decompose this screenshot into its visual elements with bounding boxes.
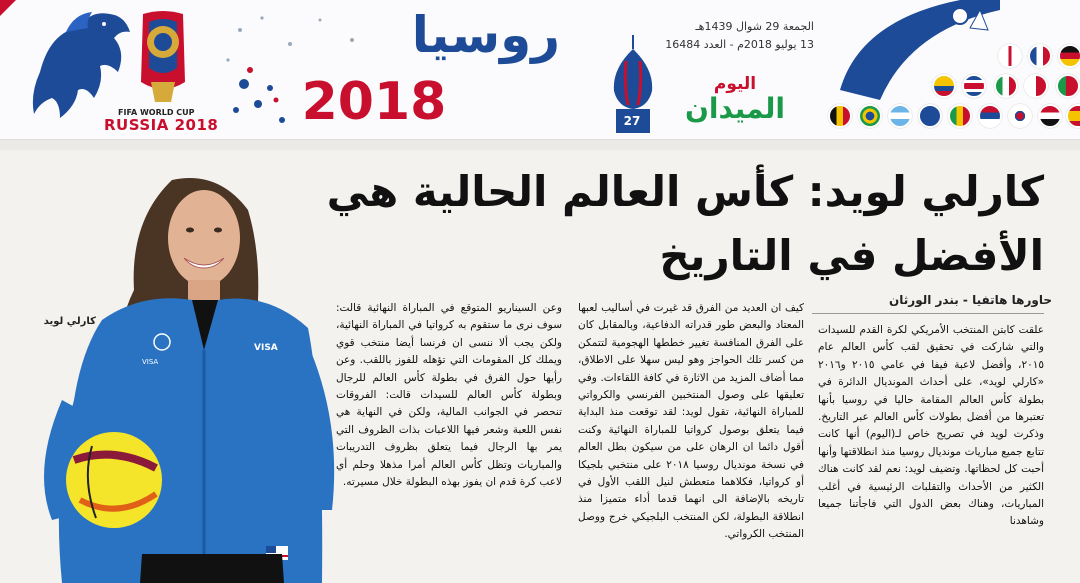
article-column-text: علقت كابتن المنتخب الأمريكي لكرة القدم للسيدات والتي شاركت في تحقيق لقب كأس العالم عام ٢٠١٥، وأفضل لاعبة فيفا في عامي ٢٠١٥ و٢٠١٦ «كارلي لويد»، على أحداث المونديال الدائرة في بطولة كأس العالم المقامة حاليا في روسيا بأنها تعتبرها من أفضل بطولات كأس العالم عبر التاريخ. وذكرت لويد في تصريح خاص لـ(اليوم) أنها كانت تتابع جميع مباريات مونديال روسيا منذ انطلاقتها وأنها أحبت كل لحظاتها. وتضيف لويد: نعم لقد كانت هناك الكثير من الأحداث والتقلبات الرئيسية في أغلب المباريات، وهناك بعض الدول التي فاجأتنا جميعا وشاهدنا: [818, 324, 1044, 528]
section-label-almaydan: الميدان: [685, 92, 785, 125]
banner-title-russia: روسيا: [411, 6, 560, 64]
article-column-2: [578, 300, 804, 582]
player-illustration: [22, 150, 342, 583]
flag-serbia-icon: [978, 104, 1002, 128]
issue-date-hijri: الجمعة 29 شوال 1439هـ: [695, 20, 814, 33]
flag-belgium-icon: [828, 104, 852, 128]
flag-korea-icon: [1008, 104, 1032, 128]
article-column-1: [818, 322, 1044, 580]
photo-caption: كارلي لويد: [43, 316, 96, 327]
flag-france-icon: [1028, 44, 1052, 68]
flag-australia-icon: [918, 104, 942, 128]
section-label-alyawm: اليوم: [713, 74, 757, 94]
team-flags-grid: [828, 40, 1080, 136]
flag-england-icon: [998, 44, 1022, 68]
player-photo: [22, 150, 342, 583]
flag-portugal-icon: [1056, 74, 1080, 98]
banner-title-year: 2018: [301, 72, 447, 132]
article-byline: حاورها هاتفيا - بندر الورثان: [889, 293, 1052, 307]
banner-separator: [0, 140, 1080, 150]
page-number: 27: [623, 114, 641, 128]
flag-argentina-icon: [888, 104, 912, 128]
article-headline: كارلي لويد: كأس العالم الحالية هي الأفضل في التاريخ: [326, 167, 1044, 280]
flag-senegal-icon: [948, 104, 972, 128]
article-column-3: [336, 300, 562, 582]
russia-2018-label: RUSSIA 2018: [104, 116, 219, 134]
flag-mexico-icon: [994, 74, 1018, 98]
svg-text:VISA: VISA: [142, 358, 159, 366]
flag-egypt-icon: [1038, 104, 1062, 128]
page-banner: [0, 0, 1080, 140]
fifa-label: FIFA WORLD CUP: [118, 108, 195, 117]
flag-spain-icon: [1066, 104, 1080, 128]
flag-germany-icon: [1058, 44, 1080, 68]
byline-divider: [812, 313, 1044, 314]
flag-panama-icon: [1024, 74, 1048, 98]
article-column-text: وعن السيناريو المتوقع في المباراة النهائية قالت: سوف نرى ما ستقوم به كرواتيا في المباراة النهائية، ولكن يجب ألا ننسى ان فرنسا أيضا منتخب قوي ويملك كل المقومات التي تؤهله للفوز باللقب. وعن رأيها حول الفرق في بطولة كأس العالم للرجال وبطولة كأس العالم للسيدات قالت: الفروقات تنحصر في الجوانب المالية، ولكن في النهاية هي نفس اللعبة وشعر فيها اللاعبات بذات الظروف التي يمر بها الرجال فيما يتعلق بظروف التدريبات والمباريات وتظل كأس العالم أمرا مذهلا وحلم أي لاعب كرة قدم ان يفوز بهذه البطولة خلال مسيرته.: [336, 302, 562, 489]
flag-brazil-icon: [858, 104, 882, 128]
flag-colombia-icon: [932, 74, 956, 98]
flag-costa-rica-icon: [962, 74, 986, 98]
issue-date-gregorian: 13 يوليو 2018م - العدد 16484: [665, 38, 814, 51]
article-column-text: كيف ان العديد من الفرق قد غيرت في أساليب لعبها المعتاد والبعض طور قدراته الدفاعية، وبالمقابل كان على الفرق المنافسة تغيير خططها الهجومية لتتمكن من كسر تلك الحواجز وهو ليس سهلا على الاطلاق، مما أضاف المزيد من الاثارة في كافة اللقاءات. وفي تعليقها على وصول المنتخبين الفرنسي والكرواتي للمباراة النهائية، تقول لويد: لقد توقعت منذ البداية فيما يتعلق بوصول كرواتيا للمباراة النهائية وكنت أقول دائما ان الرهان على من سيكون بطل العالم في نسخة مونديال روسيا ٢٠١٨ على منتخبي بلجيكا أو كرواتيا، فكلاهما متعطش لنيل اللقب الأول في تاريخه بالإضافة الى انهما قدما أداء متميزا منذ انطلاقة البطولة، لكن المنتخب البلجيكي خرج ووصل المنتخب الكرواتي.: [578, 302, 804, 541]
svg-text:VISA: VISA: [254, 343, 278, 353]
